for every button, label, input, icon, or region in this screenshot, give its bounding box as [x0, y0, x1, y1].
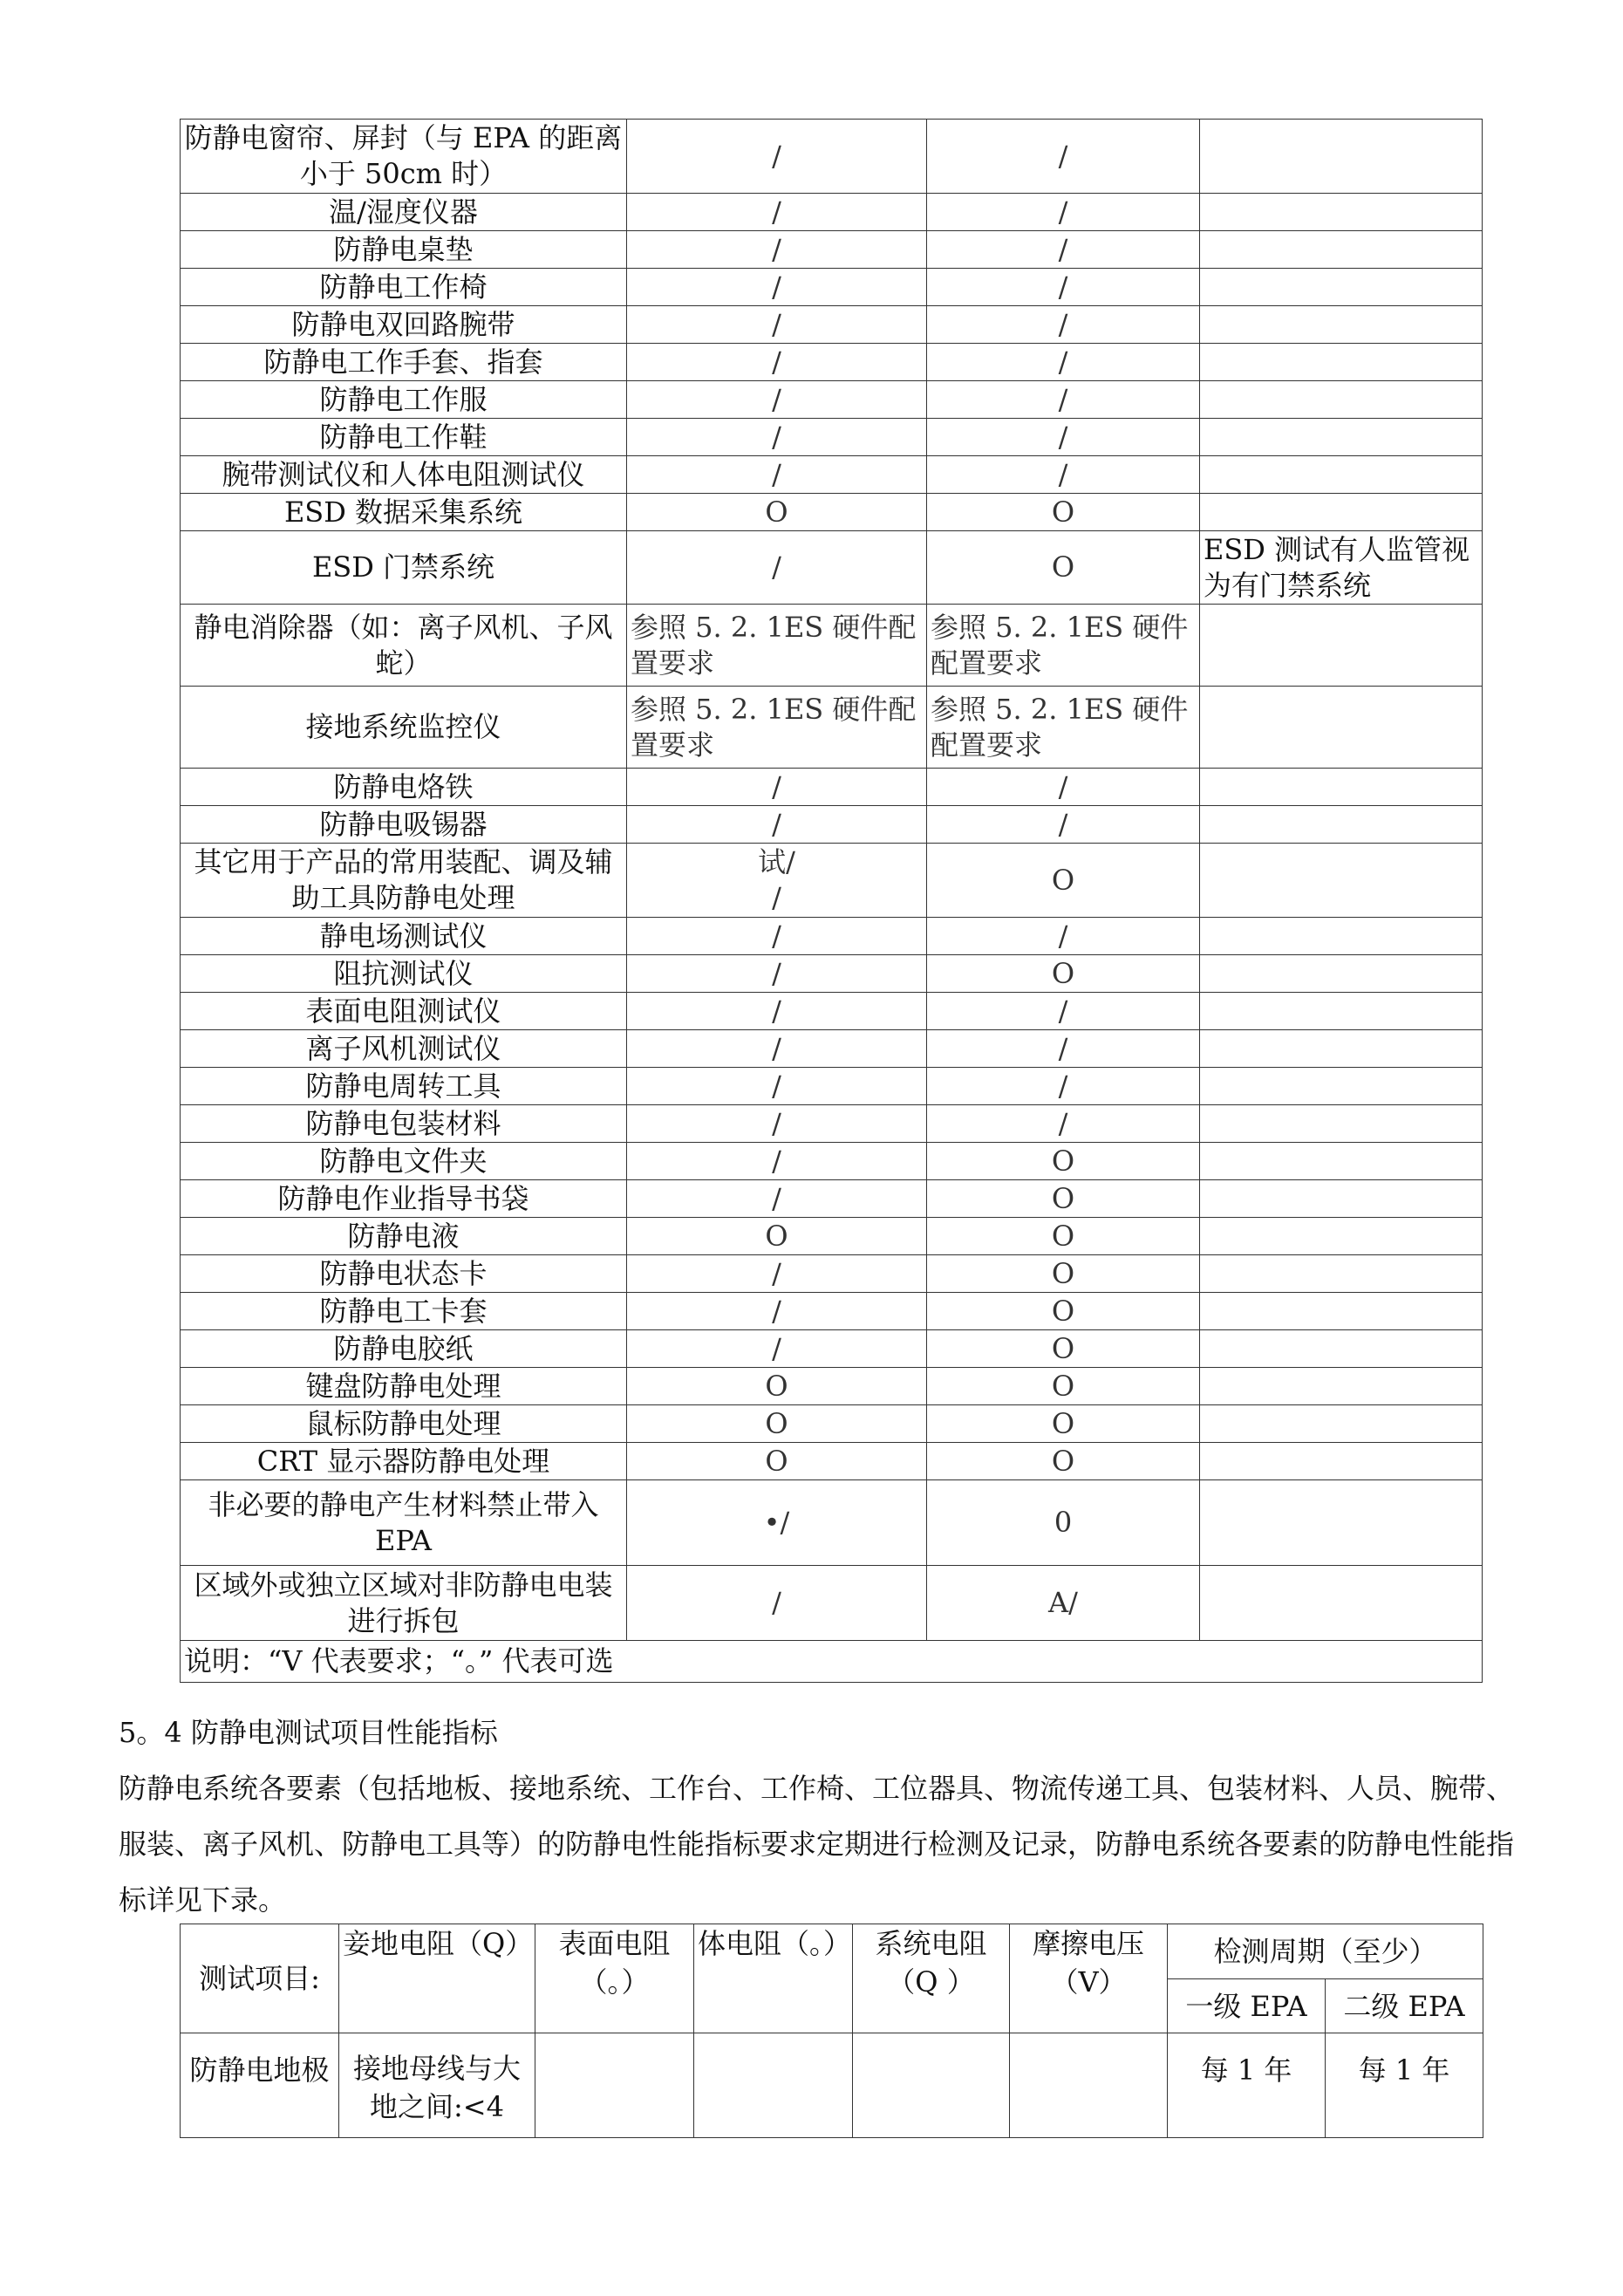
row-remark: [1200, 381, 1483, 419]
row-level1: O: [627, 1443, 927, 1480]
table-row: [181, 1293, 1483, 1330]
table-row: [181, 1443, 1483, 1480]
row-level2: A/: [927, 1566, 1200, 1641]
row-remark: [1200, 806, 1483, 844]
table-row: [181, 955, 1483, 993]
row-item: 接地系统监控仪: [181, 687, 627, 769]
row-item: 防静电吸锡器: [181, 806, 627, 844]
row-level1: /: [627, 993, 927, 1030]
row-level1: /: [627, 1180, 927, 1218]
row-remark: [1200, 1405, 1483, 1443]
header-test-item: 测试项目:: [181, 1924, 339, 2033]
row-item: 防静电工作椅: [181, 269, 627, 306]
row-level1: /: [627, 120, 927, 194]
row-remark: [1200, 687, 1483, 769]
row-remark: [1200, 306, 1483, 344]
row-remark: [1200, 1255, 1483, 1293]
row-level2: O: [927, 1255, 1200, 1293]
row-item: ESD 数据采集系统: [181, 494, 627, 531]
row-remark: [1200, 1180, 1483, 1218]
header-surface-resistance: 表面电阻（。）: [535, 1924, 694, 2033]
table-row: [181, 769, 1483, 806]
row-level2: /: [927, 806, 1200, 844]
row-level2: /: [927, 194, 1200, 231]
section-paragraph: 防静电系统各要素（包括地板、接地系统、工作台、工作椅、工位器具、物流传递工具、包装材料、人员、腕带、服装、离子风机、防静电工具等）的防静电性能指标要求定期进行检测及记录，防静电系统各要素的防静电性能指标详见下录。: [119, 1772, 1515, 1917]
row-remark: [1200, 1330, 1483, 1368]
table-row: [181, 1068, 1483, 1105]
row-level2: 0: [927, 1480, 1200, 1566]
row-remark: [1200, 1143, 1483, 1180]
row-level1: /: [627, 531, 927, 605]
row-item: 阻抗测试仪: [181, 955, 627, 993]
row-level2: /: [927, 918, 1200, 955]
header-system-resistance: 系统电阻（Q ）: [853, 1924, 1010, 2033]
row-level1: /: [627, 769, 927, 806]
row-item: 键盘防静电处理: [181, 1368, 627, 1405]
table-row: [181, 1180, 1483, 1218]
row-level1: /: [627, 1255, 927, 1293]
row-level2: O: [927, 1218, 1200, 1255]
row-system: [853, 2033, 1010, 2138]
table-row: [181, 1368, 1483, 1405]
row-remark: [1200, 231, 1483, 269]
table-row: [181, 918, 1483, 955]
row-level1: /: [627, 1293, 927, 1330]
row-level2: O: [927, 1330, 1200, 1368]
row-level1: /: [627, 194, 927, 231]
row-level2: O: [927, 531, 1200, 605]
table-row: [181, 1030, 1483, 1068]
header-level2: 二级 EPA: [1326, 1979, 1483, 2033]
row-level2: /: [927, 1030, 1200, 1068]
row-remark: ESD 测试有人监管视为有门禁系统: [1200, 531, 1483, 605]
row-item: 防静电工卡套: [181, 1293, 627, 1330]
row-remark: [1200, 456, 1483, 494]
row-level2: /: [927, 769, 1200, 806]
row-remark: [1200, 955, 1483, 993]
requirements-table: [180, 119, 1483, 1683]
table-row: [181, 806, 1483, 844]
table-row: [181, 194, 1483, 231]
row-level1: /: [627, 1566, 927, 1641]
row-remark: [1200, 1105, 1483, 1143]
row-remark: [1200, 1293, 1483, 1330]
row-level1: /: [627, 306, 927, 344]
row-item: 防静电工作服: [181, 381, 627, 419]
row-surface: [535, 2033, 694, 2138]
row-ground: 接地母线与大地之间:<4: [339, 2033, 535, 2138]
row-item: 防静电双回路腕带: [181, 306, 627, 344]
row-level2: O: [927, 494, 1200, 531]
table-row: [181, 344, 1483, 381]
row-remark: [1200, 769, 1483, 806]
row-remark: [1200, 1566, 1483, 1641]
row-item: 腕带测试仪和人体电阻测试仪: [181, 456, 627, 494]
row-remark: [1200, 1368, 1483, 1405]
table-row: [181, 605, 1483, 687]
row-remark: [1200, 120, 1483, 194]
table-row: [181, 1330, 1483, 1368]
table-row: [181, 844, 1483, 918]
table-row: [181, 494, 1483, 531]
row-level2: O: [927, 1180, 1200, 1218]
row-level1: O: [627, 1218, 927, 1255]
row-item: 区域外或独立区域对非防静电电装进行拆包: [181, 1566, 627, 1641]
row-level2: /: [927, 269, 1200, 306]
row-level2: 参照 5. 2. 1ES 硬件配置要求: [927, 605, 1200, 687]
header-period: 检测周期（至少）: [1168, 1924, 1483, 1979]
table-row: [181, 120, 1483, 194]
table-row: [181, 381, 1483, 419]
row-remark: [1200, 918, 1483, 955]
row-remark: [1200, 1443, 1483, 1480]
row-item: 温/湿度仪器: [181, 194, 627, 231]
row-item: 表面电阻测试仪: [181, 993, 627, 1030]
row-level2: /: [927, 1068, 1200, 1105]
section-heading: 5。4 防静电测试项目性能指标: [119, 1716, 498, 1749]
table-row: [181, 531, 1483, 605]
row-level2: O: [927, 1443, 1200, 1480]
row-level2: O: [927, 955, 1200, 993]
row-item: 防静电文件夹: [181, 1143, 627, 1180]
row-item: 其它用于产品的常用装配、调及辅助工具防静电处理: [181, 844, 627, 918]
row-level2: O: [927, 1405, 1200, 1443]
table-row: [181, 419, 1483, 456]
table-row: [181, 1480, 1483, 1566]
row-volume: [694, 2033, 853, 2138]
row-item: 防静电作业指导书袋: [181, 1180, 627, 1218]
row-level2: O: [927, 844, 1200, 918]
row-level2: /: [927, 381, 1200, 419]
row-level1: 参照 5. 2. 1ES 硬件配置要求: [627, 687, 927, 769]
table-row: [181, 306, 1483, 344]
row-level1: /: [627, 955, 927, 993]
row-item: ESD 门禁系统: [181, 531, 627, 605]
row-item: 鼠标防静电处理: [181, 1405, 627, 1443]
header-level1: 一级 EPA: [1168, 1979, 1326, 2033]
row-item: 防静电胶纸: [181, 1330, 627, 1368]
row-level2: /: [927, 1105, 1200, 1143]
row-remark: [1200, 194, 1483, 231]
header-ground-resistance: 妾地电阻（Q）: [339, 1924, 535, 2033]
row-level1: •/: [627, 1480, 927, 1566]
performance-table: [180, 1924, 1483, 2138]
table-row: [181, 269, 1483, 306]
row-level1: /: [627, 918, 927, 955]
table-row: [181, 1255, 1483, 1293]
row-level1: /: [627, 1143, 927, 1180]
table-row: [181, 687, 1483, 769]
row-level1: O: [627, 1368, 927, 1405]
row-level1: /: [627, 231, 927, 269]
row-remark: [1200, 1068, 1483, 1105]
row-level2: /: [927, 456, 1200, 494]
row-level2: O: [927, 1293, 1200, 1330]
row-remark: [1200, 844, 1483, 918]
row-item: 静电消除器（如：离子风机、子风蛇）: [181, 605, 627, 687]
row-item: 防静电烙铁: [181, 769, 627, 806]
row-friction: [1010, 2033, 1168, 2138]
row-level1: /: [627, 419, 927, 456]
row-level1: 每 1 年: [1168, 2033, 1326, 2138]
row-level1: /: [627, 1330, 927, 1368]
row-level1: /: [627, 1030, 927, 1068]
row-remark: [1200, 1030, 1483, 1068]
row-item: 防静电窗帘、屏封（与 EPA 的距离小于 50cm 时）: [181, 120, 627, 194]
row-level1: /: [627, 344, 927, 381]
row-item: 防静电工作鞋: [181, 419, 627, 456]
row-remark: [1200, 344, 1483, 381]
row-item: 防静电包装材料: [181, 1105, 627, 1143]
row-remark: [1200, 1218, 1483, 1255]
row-item: 防静电工作手套、指套: [181, 344, 627, 381]
table-row: [181, 1405, 1483, 1443]
row-level2: /: [927, 993, 1200, 1030]
table-row: [181, 231, 1483, 269]
row-remark: [1200, 993, 1483, 1030]
row-level1: O: [627, 1405, 927, 1443]
row-level1: O: [627, 494, 927, 531]
row-remark: [1200, 419, 1483, 456]
row-level2: 参照 5. 2. 1ES 硬件配置要求: [927, 687, 1200, 769]
row-level2: O: [927, 1143, 1200, 1180]
row-item: 防静电周转工具: [181, 1068, 627, 1105]
row-level1: 试/ /: [627, 844, 927, 918]
row-item: 防静电桌垫: [181, 231, 627, 269]
row-remark: [1200, 494, 1483, 531]
table-row: [181, 993, 1483, 1030]
table-note: 说明：“V 代表要求；“。” 代表可选: [181, 1641, 1483, 1683]
row-item: 静电场测试仪: [181, 918, 627, 955]
row-level2: /: [927, 231, 1200, 269]
row-remark: [1200, 605, 1483, 687]
row-level1: 参照 5. 2. 1ES 硬件配置要求: [627, 605, 927, 687]
row-remark: [1200, 1480, 1483, 1566]
row-level1: /: [627, 1105, 927, 1143]
header-volume-resistance: 体电阻（。）: [694, 1924, 853, 2033]
table-row: [181, 1566, 1483, 1641]
row-level2: O: [927, 1368, 1200, 1405]
row-level1: /: [627, 456, 927, 494]
row-level1: /: [627, 269, 927, 306]
table-row: [181, 1143, 1483, 1180]
row-item: 防静电状态卡: [181, 1255, 627, 1293]
row-item: 防静电液: [181, 1218, 627, 1255]
header-friction-voltage: 摩擦电压（V）: [1010, 1924, 1168, 2033]
row-item: CRT 显示器防静电处理: [181, 1443, 627, 1480]
row-item: 离子风机测试仪: [181, 1030, 627, 1068]
row-level2: /: [927, 120, 1200, 194]
row-remark: [1200, 269, 1483, 306]
row-level1: /: [627, 1068, 927, 1105]
row-level2: /: [927, 306, 1200, 344]
row-item: 非必要的静电产生材料禁止带入 EPA: [181, 1480, 627, 1566]
row-level1: /: [627, 806, 927, 844]
row-level2: /: [927, 419, 1200, 456]
row-level2: /: [927, 344, 1200, 381]
table-row: [181, 1105, 1483, 1143]
table-row: [181, 456, 1483, 494]
row-item: 防静电地极: [181, 2033, 339, 2138]
row-level2: 每 1 年: [1326, 2033, 1483, 2138]
table-row: [181, 1218, 1483, 1255]
row-level1: /: [627, 381, 927, 419]
